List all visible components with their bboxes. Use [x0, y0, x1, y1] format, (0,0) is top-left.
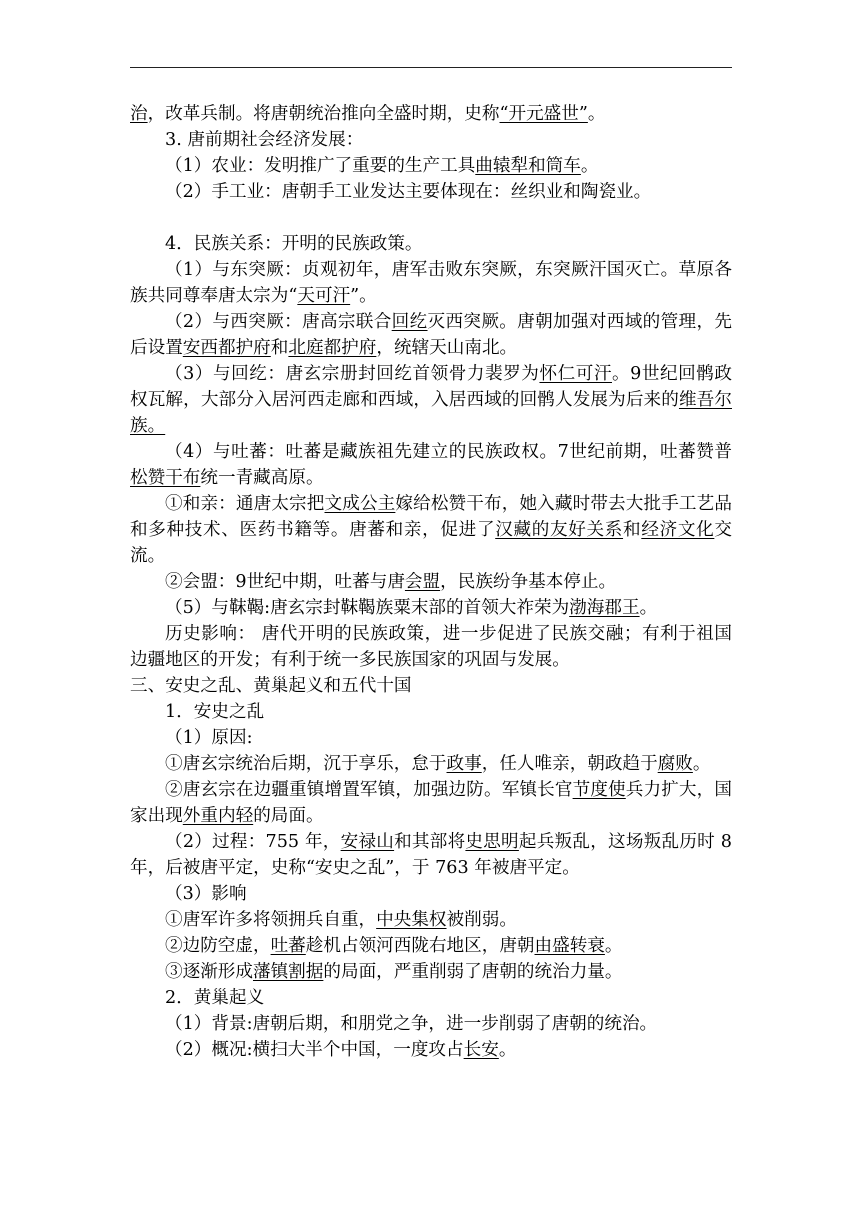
paragraph-cause-1: ①唐玄宗统治后期，沉于享乐，怠于政事，任人唯亲，朝政趋于腐败。 — [165, 754, 711, 774]
heading-huangchao: 2．黄巢起义 — [165, 988, 265, 1008]
paragraph-historical-impact: 历史影响： 唐代开明的民族政策，进一步促进了民族交融；有利于祖国边疆地区的开发；有利于统一多民族国家的巩固与发展。 — [130, 624, 732, 670]
underlined-term: 吐蕃 — [270, 936, 306, 956]
heading-economy: 3. 唐前期社会经济发展： — [165, 130, 364, 150]
paragraph-uighur: （3）与回纥：唐玄宗册封回纥首领骨力裴罗为怀仁可汗。9世纪回鹘政权瓦解，大部分入居河西走廊和西域，入居西域的回鹘人发展为后来的维吾尔族。 — [130, 364, 732, 436]
paragraph-effect-2: ②边防空虚，吐蕃趁机占领河西陇右地区，唐朝由盛转衰。 — [165, 936, 623, 956]
underlined-term: 节度使 — [572, 780, 626, 800]
underlined-term: 文成公主 — [324, 494, 396, 514]
underlined-term: “开元盛世” — [499, 104, 588, 124]
underlined-term: 由盛转衰 — [534, 936, 605, 956]
underlined-term: 北庭都护府 — [288, 338, 377, 358]
paragraph-handicraft: （2）手工业：唐朝手工业发达主要体现在：丝织业和陶瓷业。 — [165, 182, 652, 202]
underlined-term: 安禄山 — [340, 832, 395, 852]
blank-line — [130, 205, 732, 231]
paragraph-effect-3: ③逐渐形成藩镇割据的局面，严重削弱了唐朝的统治力量。 — [165, 962, 623, 982]
underlined-term: 长安 — [463, 1040, 499, 1060]
underlined-term: 治 — [130, 104, 148, 124]
underlined-term: 怀仁可汗 — [539, 364, 612, 384]
paragraph-process: （2）过程：755 年，安禄山和其部将史思明起兵叛乱，这场叛乱历时 8 年，后被唐平定，史称“安史之乱”，于 763 年被唐平定。 — [130, 832, 732, 878]
underlined-term: 腐败 — [657, 754, 693, 774]
header-rule — [130, 67, 732, 68]
paragraph-east-turks: （1）与东突厥：贞观初年，唐军击败东突厥，东突厥汗国灭亡。草原各族共同尊奉唐太宗为“天可汗”。 — [130, 260, 732, 306]
underlined-term: 天可汗 — [297, 286, 351, 306]
underlined-term: 渤海郡王 — [569, 598, 640, 618]
heading-causes: （1）原因: — [165, 728, 253, 748]
underlined-term: 回纥 — [391, 312, 428, 332]
paragraph-overview: （2）概况:横扫大半个中国，一度攻占长安。 — [165, 1040, 517, 1060]
underlined-term: 藩镇割据 — [252, 962, 324, 982]
heading-ethnic-relations: 4．民族关系：开明的民族政策。 — [165, 234, 423, 254]
paragraph-heqin: ①和亲：通唐太宗把文成公主嫁给松赞干布，她入藏时带去大批手工艺品和多种技术、医药书籍等。唐蕃和亲，促进了汉藏的友好关系和经济文化交流。 — [130, 494, 732, 566]
paragraph-agriculture: （1）农业：发明推广了重要的生产工具曲辕犁和筒车。 — [165, 156, 599, 176]
heading-effects: （3）影响 — [165, 884, 247, 904]
underlined-term: 维吾尔族。 — [130, 390, 732, 436]
paragraph-kaiyuan: 治，改革兵制。将唐朝统治推向全盛时期，史称“开元盛世”。 — [130, 104, 606, 124]
underlined-term: 外重内轻 — [182, 806, 254, 826]
underlined-term: 汉藏的友好关系 — [495, 520, 624, 540]
underlined-term: 政事 — [446, 754, 482, 774]
paragraph-background: （1）背景:唐朝后期，和朋党之争，进一步削弱了唐朝的统治。 — [165, 1014, 658, 1034]
paragraph-cause-2: ②唐玄宗在边疆重镇增置军镇，加强边防。军镇长官节度使兵力扩大，国家出现外重内轻的局面。 — [130, 780, 732, 826]
underlined-term: 中央集权 — [376, 910, 447, 930]
underlined-term: 曲辕犁和筒车 — [475, 156, 581, 176]
underlined-term: 松赞干布 — [130, 468, 201, 488]
section-heading-3: 三、安史之乱、黄巢起义和五代十国 — [130, 676, 412, 696]
document-body — [130, 101, 732, 1063]
paragraph-huimeng: ②会盟：9世纪中期，吐蕃与唐会盟，民族纷争基本停止。 — [165, 572, 617, 592]
paragraph-mohe: （5）与靺鞨:唐玄宗封靺鞨族粟末部的首领大祚荣为渤海郡王。 — [165, 598, 658, 618]
underlined-term: 安西都护府 — [182, 338, 271, 358]
underlined-term: 会盟 — [404, 572, 441, 592]
underlined-term: 史思明 — [465, 832, 519, 852]
paragraph-effect-1: ①唐军许多将领拥兵自重，中央集权被削弱。 — [165, 910, 517, 930]
paragraph-tubo: （4）与吐蕃：吐蕃是藏族祖先建立的民族政权。7世纪前期，吐蕃赞普松赞干布统一青藏高原。 — [130, 442, 732, 488]
paragraph-west-turks: （2）与西突厥：唐高宗联合回纥灭西突厥。唐朝加强对西域的管理，先后设置安西都护府和北庭都护府，统辖天山南北。 — [130, 312, 732, 358]
underlined-term: 经济文化 — [641, 520, 715, 540]
heading-anshi: 1．安史之乱 — [165, 702, 265, 722]
